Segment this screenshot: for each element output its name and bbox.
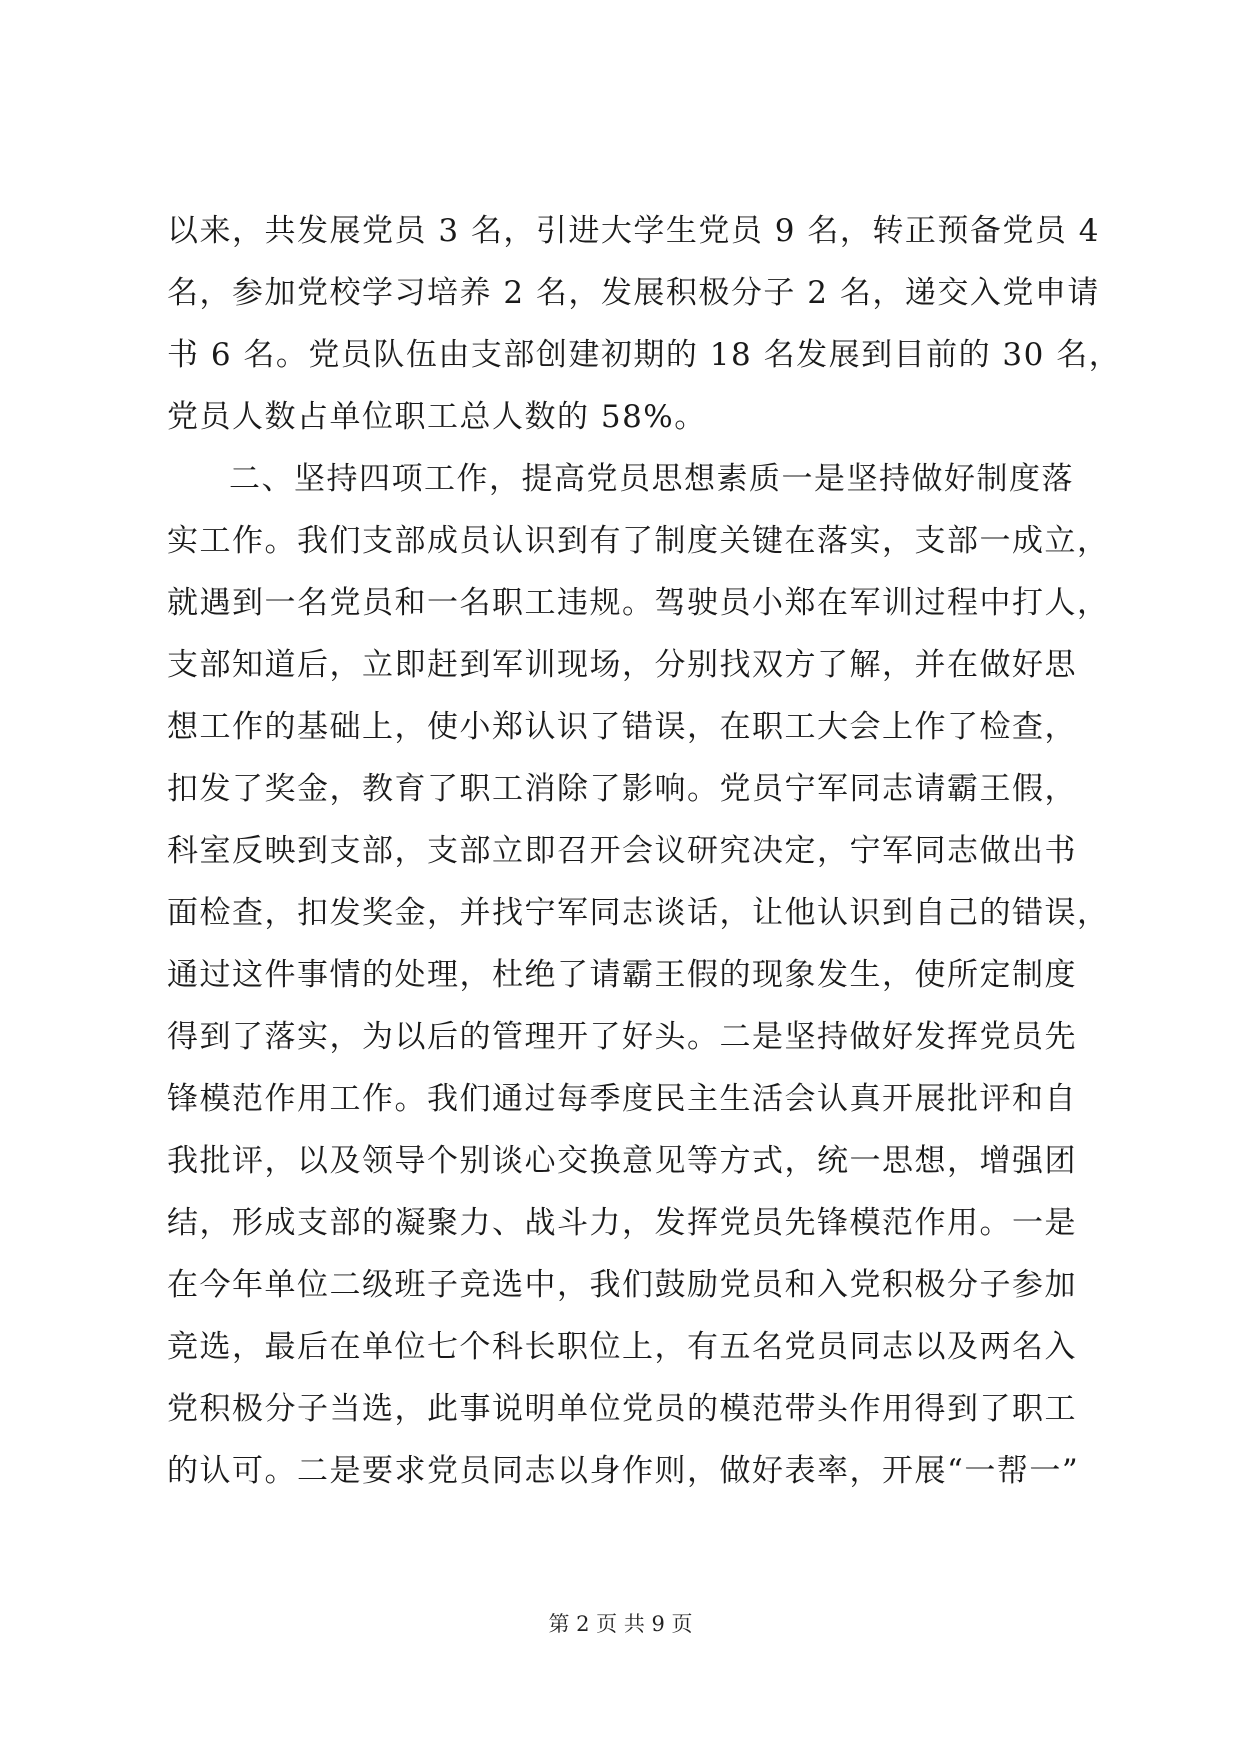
text-line-paragraph-start: 二、坚持四项工作，提高党员思想素质一是坚持做好制度落 [229, 461, 1074, 497]
text-line: 锋模范作用工作。我们通过每季度民主生活会认真开展批评和自 [167, 1081, 1077, 1117]
text-line: 支部知道后，立即赶到军训现场，分别找双方了解，并在做好思 [167, 647, 1077, 683]
text-line: 名，参加党校学习培养 2 名，发展积极分子 2 名，递交入党申请 [167, 275, 1100, 311]
text-line: 就遇到一名党员和一名职工违规。驾驶员小郑在军训过程中打人， [167, 585, 1110, 621]
text-line: 面检查，扣发奖金，并找宁军同志谈话，让他认识到自己的错误， [167, 895, 1110, 931]
text-line: 的认可。二是要求党员同志以身作则，做好表率，开展“一帮一” [167, 1453, 1080, 1489]
text-line: 科室反映到支部，支部立即召开会议研究决定，宁军同志做出书 [167, 833, 1077, 869]
text-line: 党积极分子当选，此事说明单位党员的模范带头作用得到了职工 [167, 1391, 1077, 1427]
text-line: 竞选，最后在单位七个科长职位上，有五名党员同志以及两名入 [167, 1329, 1077, 1365]
page-number-footer: 第 2 页 共 9 页 [548, 1612, 693, 1636]
text-line: 以来，共发展党员 3 名，引进大学生党员 9 名，转正预备党员 4 [167, 213, 1100, 249]
text-line: 得到了落实，为以后的管理开了好头。二是坚持做好发挥党员先 [167, 1019, 1077, 1055]
text-line: 想工作的基础上，使小郑认识了错误，在职工大会上作了检查， [167, 709, 1077, 745]
text-line: 在今年单位二级班子竞选中，我们鼓励党员和入党积极分子参加 [167, 1267, 1077, 1303]
text-line: 我批评，以及领导个别谈心交换意见等方式，统一思想，增强团 [167, 1143, 1077, 1179]
text-line: 通过这件事情的处理，杜绝了请霸王假的现象发生，使所定制度 [167, 957, 1077, 993]
document-body [167, 200, 1122, 1502]
text-line: 党员人数占单位职工总人数的 58%。 [167, 399, 707, 435]
text-line: 结，形成支部的凝聚力、战斗力，发挥党员先锋模范作用。一是 [167, 1205, 1077, 1241]
text-line: 实工作。我们支部成员认识到有了制度关键在落实，支部一成立， [167, 523, 1110, 559]
text-line: 扣发了奖金，教育了职工消除了影响。党员宁军同志请霸王假， [167, 771, 1077, 807]
text-line: 书 6 名。党员队伍由支部创建初期的 18 名发展到目前的 30 名， [167, 337, 1122, 373]
